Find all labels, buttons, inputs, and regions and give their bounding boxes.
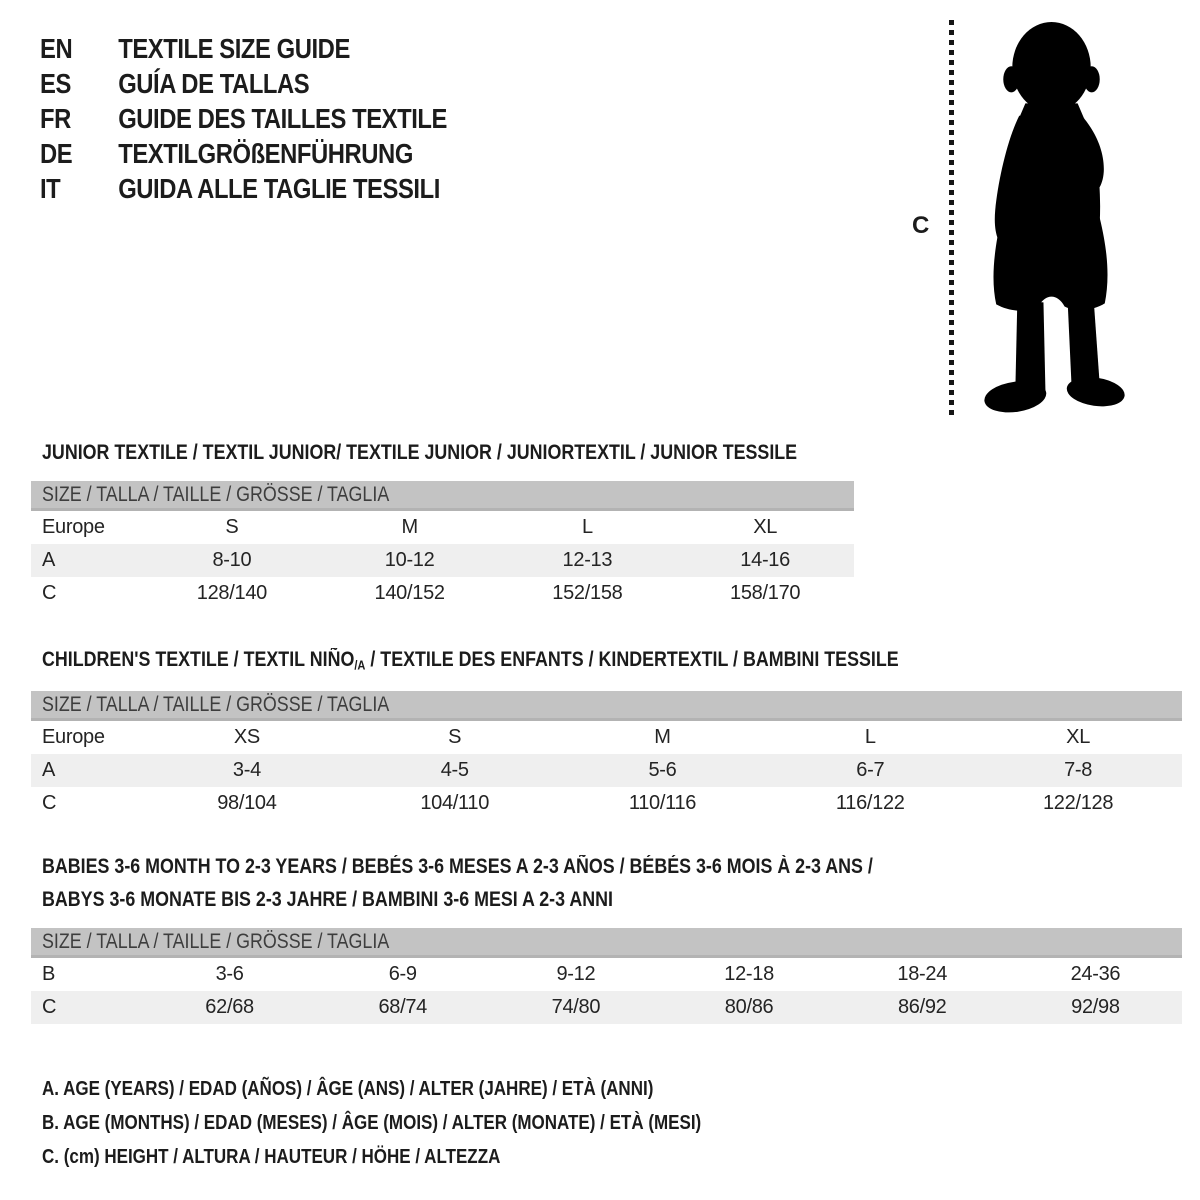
guide-title-en: TEXTILE SIZE GUIDE [118, 33, 350, 64]
size-value: XS [233, 726, 260, 748]
language-title-list [40, 31, 519, 206]
height-value: 68/74 [378, 996, 428, 1018]
language-code: DE [40, 138, 73, 169]
language-code: ES [40, 68, 71, 99]
months-value: 6-9 [388, 963, 417, 985]
height-value: 110/116 [628, 792, 697, 814]
size-value: M [401, 516, 418, 538]
baby-silhouette-image [963, 17, 1138, 419]
language-code: IT [40, 173, 61, 204]
row-label: A [42, 759, 56, 781]
language-row-es [40, 66, 447, 101]
table-row-height [31, 577, 854, 610]
height-value: 74/80 [551, 996, 601, 1018]
size-header-bar [31, 481, 854, 511]
height-value: 104/110 [420, 792, 490, 814]
size-value: XL [753, 516, 778, 538]
height-measure-label: C [912, 212, 930, 239]
months-value: 18-24 [897, 963, 948, 985]
language-code: EN [40, 33, 73, 64]
size-header-text: SIZE / TALLA / TAILLE / GRÖSSE / TAGLIA [42, 693, 390, 716]
legend [42, 1072, 818, 1174]
guide-title-de: TEXTILGRÖßENFÜHRUNG [118, 138, 413, 169]
height-value: 98/104 [217, 792, 277, 814]
height-value: 62/68 [205, 996, 254, 1018]
size-header-bar [31, 928, 1182, 958]
height-value: 140/152 [374, 582, 445, 604]
babies-section-title-line1: BABIES 3-6 MONTH TO 2-3 YEARS / BEBÉS 3-6 MESES A 2-3 AÑOS / BÉBÉS 3-6 MOIS À 2-3 ANS / [42, 855, 873, 878]
size-value: L [581, 516, 593, 538]
size-header-bar [31, 691, 1182, 721]
row-label: C [42, 792, 57, 814]
children-title-part2: / TEXTILE DES ENFANTS / KINDERTEXTIL / BAMBINI TESSILE [365, 648, 899, 671]
table-row-age [31, 754, 1182, 787]
age-value: 3-4 [232, 759, 261, 781]
height-measure-dashed-line [949, 20, 954, 418]
children-title-subscript: /A [354, 657, 366, 673]
guide-title-es: GUÍA DE TALLAS [118, 68, 310, 99]
height-value: 122/128 [1042, 792, 1114, 814]
table-row-height [31, 787, 1182, 820]
guide-title-it: GUIDA ALLE TAGLIE TESSILI [118, 173, 440, 204]
table-row-europe [31, 721, 1182, 754]
children-section-title [42, 643, 899, 681]
age-value: 10-12 [384, 549, 435, 571]
size-value: S [448, 726, 462, 748]
size-header-text: SIZE / TALLA / TAILLE / GRÖSSE / TAGLIA [42, 930, 390, 953]
babies-size-table [31, 928, 1182, 1024]
size-value: S [225, 516, 239, 538]
age-value: 5-6 [648, 759, 677, 781]
row-label: A [42, 549, 56, 571]
language-row-it [40, 171, 447, 206]
table-row-months [31, 958, 1182, 991]
age-value: 14-16 [740, 549, 790, 571]
babies-section-title-line2: BABYS 3-6 MONATE BIS 2-3 JAHRE / BAMBINI 3-6 MESI A 2-3 ANNI [42, 888, 613, 911]
junior-size-table [31, 481, 854, 610]
junior-section-title: JUNIOR TEXTILE / TEXTIL JUNIOR/ TEXTILE JUNIOR / JUNIORTEXTIL / JUNIOR TESSILE [42, 441, 798, 464]
language-code: FR [40, 103, 71, 134]
height-value: 80/86 [724, 996, 774, 1018]
age-value: 7-8 [1064, 759, 1093, 781]
legend-line-b: B. AGE (MONTHS) / EDAD (MESES) / ÂGE (MOIS) / ALTER (MONATE) / ETÀ (MESI) [42, 1112, 702, 1134]
months-value: 24-36 [1070, 963, 1121, 985]
language-row-fr [40, 101, 447, 136]
table-row-age [31, 544, 854, 577]
row-label: C [42, 996, 57, 1018]
months-value: 12-18 [724, 963, 774, 985]
legend-line-a: A. AGE (YEARS) / EDAD (AÑOS) / ÂGE (ANS) / ALTER (JAHRE) / ETÀ (ANNI) [42, 1078, 654, 1100]
age-value: 6-7 [856, 759, 885, 781]
children-size-table [31, 691, 1182, 820]
height-value: 152/158 [552, 582, 623, 604]
height-value: 158/170 [730, 582, 801, 604]
children-title-part1: CHILDREN'S TEXTILE / TEXTIL NIÑO [42, 648, 355, 671]
row-label: C [42, 582, 57, 604]
row-label: B [42, 963, 56, 985]
age-value: 4-5 [440, 759, 469, 781]
months-value: 3-6 [215, 963, 244, 985]
language-row-de [40, 136, 447, 171]
legend-line-c: C. (cm) HEIGHT / ALTURA / HAUTEUR / HÖHE / ALTEZZA [42, 1146, 501, 1168]
row-label: Europe [42, 726, 105, 748]
age-value: 8-10 [212, 549, 252, 571]
row-label: Europe [42, 516, 105, 538]
table-row-europe [31, 511, 854, 544]
table-row-height [31, 991, 1182, 1024]
height-value: 116/122 [835, 792, 905, 814]
size-value: L [864, 726, 876, 748]
height-value: 86/92 [897, 996, 947, 1018]
age-value: 12-13 [562, 549, 613, 571]
size-header-text: SIZE / TALLA / TAILLE / GRÖSSE / TAGLIA [42, 483, 390, 506]
months-value: 9-12 [556, 963, 596, 985]
size-value: XL [1066, 726, 1091, 748]
size-value: M [654, 726, 671, 748]
height-value: 128/140 [196, 582, 267, 604]
height-value: 92/98 [1071, 996, 1120, 1018]
language-row-en [40, 31, 447, 66]
guide-title-fr: GUIDE DES TAILLES TEXTILE [118, 103, 447, 134]
